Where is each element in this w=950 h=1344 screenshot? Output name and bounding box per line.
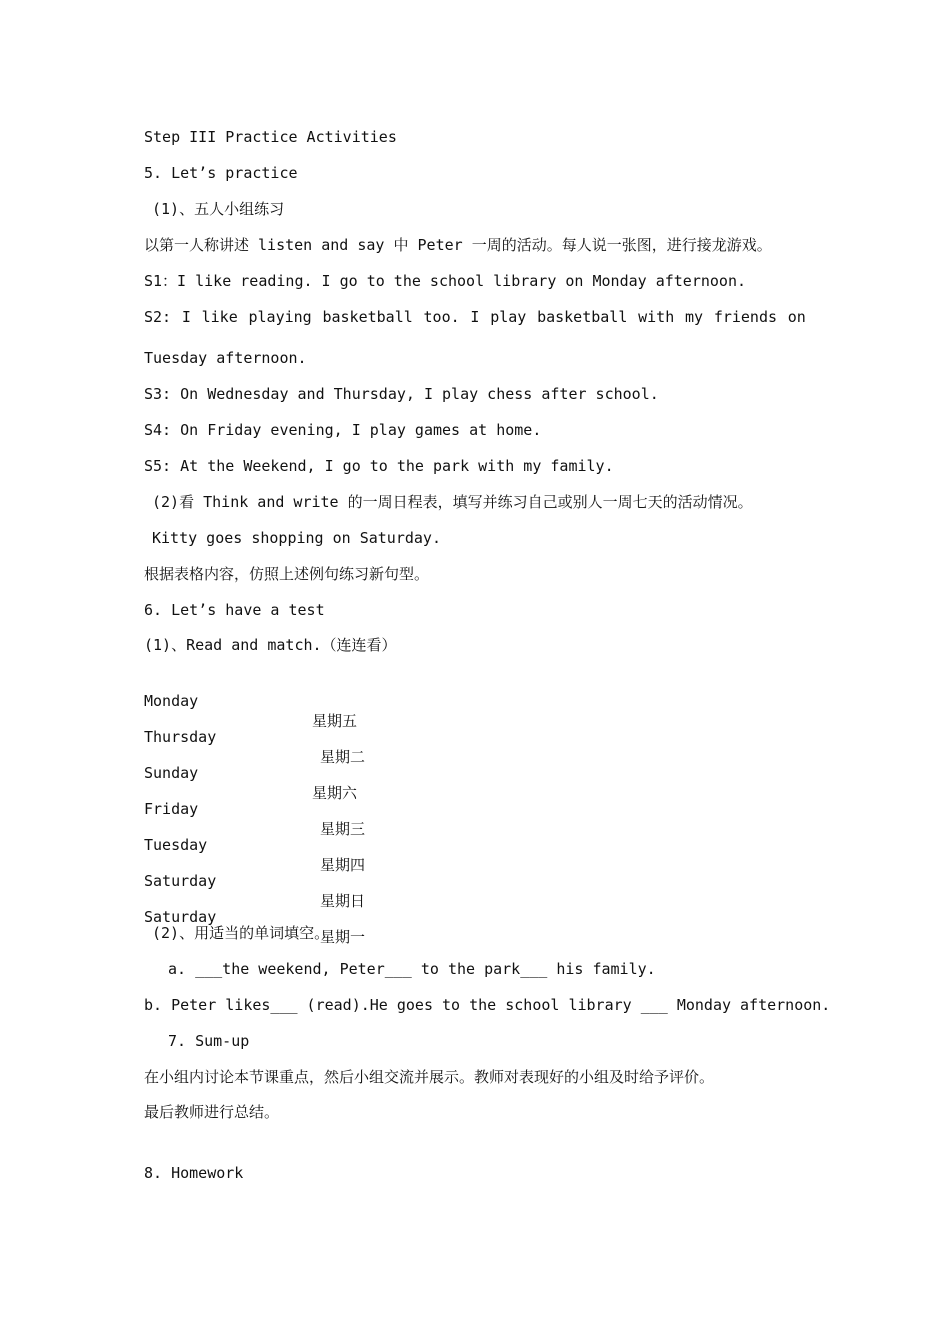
sentence-s2-word: S2: [144,308,172,326]
item5-sub2: (2)看 Think and write 的一周日程表，填写并练习自己或别人一周七天的活动情况。 [152,493,753,511]
kitty-example: Kitty goes shopping on Saturday. [152,529,441,547]
sentence-s2-word: friends [713,308,778,326]
sentence-s2 [144,307,806,327]
match-chinese: 星期二 [320,748,366,766]
match-chinese: 星期日 [320,892,366,910]
sentence-s2-word: I [181,308,191,326]
sumup-text-2: 最后教师进行总结。 [144,1103,280,1121]
table-note: 根据表格内容，仿照上述例句练习新句型。 [144,565,430,583]
sentence-s2-word: on [787,308,806,326]
item8-heading: 8. Homework [144,1164,244,1182]
match-row [144,671,358,730]
match-chinese: 星期五 [312,712,358,730]
sentence-s2-word: basketball [537,308,628,326]
match-english: Thursday [144,728,217,746]
item7-heading: 7. Sum-up [168,1032,250,1050]
item6-sub2: (2)、用适当的单词填空。 [152,924,330,942]
fill-blank-b: b. Peter likes___ (read).He goes to the school library ___ Monday afternoon. [144,996,831,1014]
item5-description: 以第一人称讲述 listen and say 中 Peter 一周的活动。每人说一张图，进行接龙游戏。 [144,236,772,254]
match-english: Friday [144,800,199,818]
sentence-s1: S1：I like reading. I go to the school library on Monday afternoon. [144,272,746,290]
sentence-s2-word: basketball [322,308,413,326]
item6-heading: 6. Let’s have a test [144,601,325,619]
sentence-s4: S4: On Friday evening, I play games at home. [144,421,542,439]
match-chinese: 星期三 [320,820,366,838]
sentence-s2-word: my [685,308,704,326]
match-chinese: 星期一 [320,928,366,946]
match-english: Saturday [144,908,217,926]
match-english: Tuesday [144,836,208,854]
sentence-s3: S3: On Wednesday and Thursday, I play chess after school. [144,385,659,403]
sentence-s2-word: too. [423,308,460,326]
sentence-s2-word: playing [248,308,312,326]
match-english: Saturday [144,872,217,890]
item6-sub1: (1)、Read and match.（连连看） [144,636,397,654]
sentence-s2-word: I [470,308,480,326]
sentence-s2-word: play [490,308,527,326]
match-english: Sunday [144,764,199,782]
fill-blank-a: a. ___the weekend, Peter___ to the park___ his family. [168,960,656,978]
step3-heading: Step III Practice Activities [144,128,397,146]
sumup-text-1: 在小组内讨论本节课重点，然后小组交流并展示。教师对表现好的小组及时给予评价。 [144,1068,715,1086]
sentence-s2-continued: Tuesday afternoon. [144,349,307,367]
item5-sub1: (1)、五人小组练习 [152,200,285,218]
sentence-s2-word: like [201,308,238,326]
match-english: Monday [144,692,199,710]
sentence-s2-word: with [638,308,675,326]
match-chinese: 星期四 [320,856,366,874]
sentence-s5: S5: At the Weekend, I go to the park with my family. [144,457,614,475]
match-chinese: 星期六 [312,784,358,802]
item5-heading: 5. Let’s practice [144,164,298,182]
